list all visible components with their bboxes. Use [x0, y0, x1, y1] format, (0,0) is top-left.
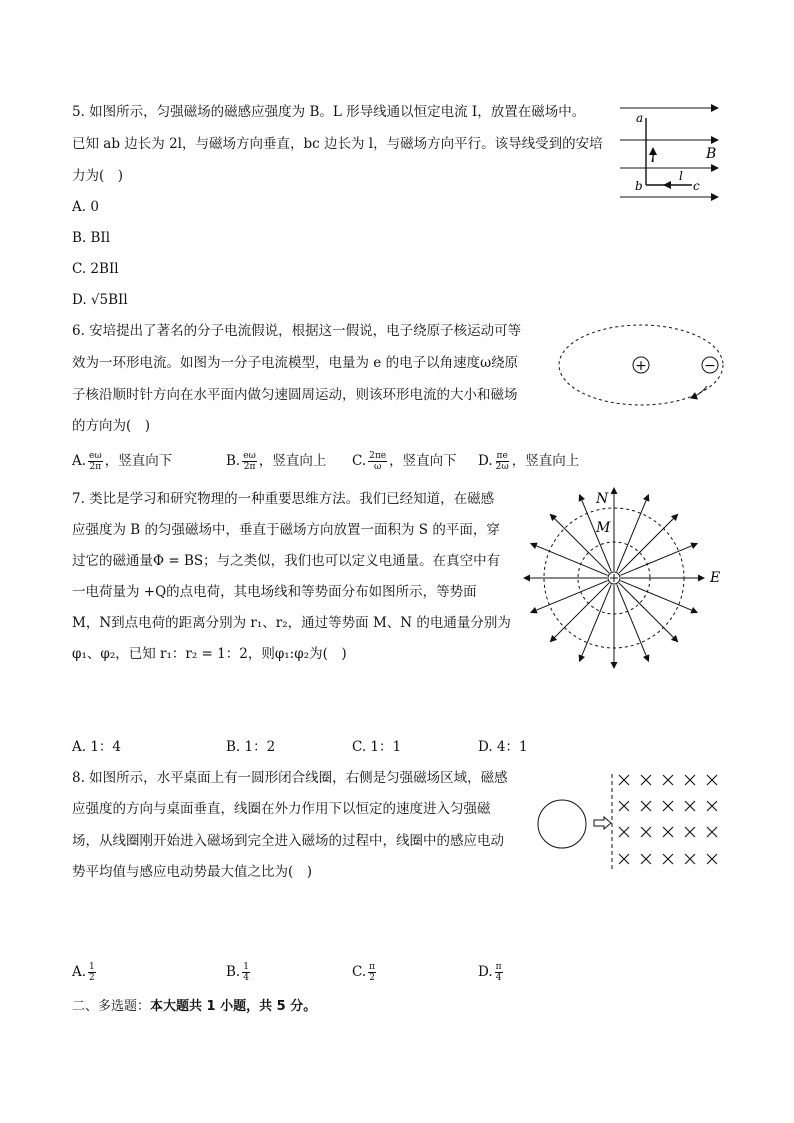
field-cross	[707, 827, 717, 837]
q8-line-1: 8. 如图所示，水平桌面上有一圆形闭合线圈，右侧是匀强磁场区域，磁感	[72, 770, 508, 786]
q8-option-a: A. $\frac{1}{2}$	[72, 962, 95, 983]
q5-option-d: D. √5BIl	[72, 292, 128, 308]
q5-option-a: A. 0	[72, 199, 99, 215]
q6-line-4: 的方向为( )	[72, 418, 151, 434]
q8-line-4: 势平均值与感应电动势最大值之比为( )	[72, 864, 313, 880]
velocity-arrow	[594, 817, 611, 829]
q8-line-3: 场，从线圈刚开始进入磁场到完全进入磁场的过程中，线圈中的感应电动	[72, 833, 504, 849]
field-cross	[619, 801, 629, 811]
q7-line-6: φ₁、φ₂，已知 r₁：r₂ = 1：2，则φ₁:φ₂为( )	[72, 646, 347, 662]
q8-line-2: 应强度的方向与桌面垂直，线圈在外力作用下以恒定的速度进入匀强磁	[72, 801, 491, 817]
electron-minus-sign: −	[704, 358, 716, 374]
label-n: N	[596, 491, 609, 507]
label-a: a	[636, 111, 644, 125]
q7-option-c: C. 1：1	[352, 739, 402, 755]
q7-line-3: 过它的磁通量Φ = BS；与之类似，我们也可以定义电通量。在真空中有	[72, 553, 501, 569]
field-cross	[619, 827, 629, 837]
q7-line-4: 一电荷量为 +Q的点电荷，其电场线和等势面分布如图所示，等势面	[72, 584, 477, 600]
q6-option-b: B. $\frac{e\omega}{2\pi}$ ，竖直向上	[226, 451, 327, 472]
label-e: E	[710, 570, 721, 586]
q5-option-b: B. BIl	[72, 230, 111, 246]
q7-line-5: M，N到点电荷的距离分别为 r₁、r₂，通过等势面 M、N 的电通量分别为	[72, 615, 511, 631]
field-cross	[685, 801, 695, 811]
q5-figure	[612, 96, 724, 208]
field-cross	[685, 854, 695, 864]
nucleus-plus-sign: +	[635, 358, 647, 374]
field-cross	[641, 854, 651, 864]
field-cross	[663, 801, 673, 811]
field-cross	[685, 827, 695, 837]
q6-figure	[555, 318, 725, 412]
field-cross	[641, 827, 651, 837]
field-cross	[707, 775, 717, 785]
label-b: b	[635, 179, 643, 193]
q8-figure	[532, 768, 724, 872]
field-cross	[641, 801, 651, 811]
field-cross	[707, 854, 717, 864]
q7-line-2: 应强度为 B 的匀强磁场中，垂直于磁场方向放置一面积为 S 的平面，穿	[72, 522, 500, 538]
field-cross	[685, 775, 695, 785]
field-cross	[663, 827, 673, 837]
label-c: c	[693, 179, 700, 193]
label-l-vertical: l	[651, 151, 655, 165]
field-cross	[641, 775, 651, 785]
q6-option-d: D. $\frac{\pi e}{2\omega}$ ，竖直向上	[478, 451, 580, 472]
q5-line-1: 5. 如图所示，匀强磁场的磁感应强度为 B。L 形导线通以恒定电流 I，放置在磁场中。	[72, 104, 586, 120]
q6-option-c: C. $\frac{2\pi e}{\omega}$ ，竖直向下	[352, 451, 457, 472]
field-cross	[707, 801, 717, 811]
field-cross	[663, 854, 673, 864]
q6-line-3: 子核沿顺时针方向在水平面内做匀速圆周运动，则该环形电流的大小和磁场	[72, 387, 518, 403]
q6-line-1: 6. 安培提出了著名的分子电流假说，根据这一假说，电子绕原子核运动可等	[72, 323, 522, 339]
q5-option-c: C. 2BIl	[72, 261, 119, 277]
q7-line-1: 7. 类比是学习和研究物理的一种重要思维方法。我们已经知道，在磁感	[72, 491, 495, 507]
q5-line-2: 已知 ab 边长为 2l，与磁场方向垂直，bc 边长为 l，与磁场方向平行。该导线受到的安培	[72, 136, 603, 152]
q7-option-b: B. 1：2	[226, 739, 276, 755]
q8-option-d: D. $\frac{\pi}{4}$	[478, 962, 502, 983]
field-cross	[619, 854, 629, 864]
q8-option-b: B. $\frac{1}{4}$	[226, 962, 249, 983]
q6-option-a: A. $\frac{e\omega}{2\pi}$ ，竖直向下	[72, 451, 173, 472]
q7-figure	[518, 486, 728, 670]
section-2-heading: 二、多选题：本大题共 1 小题，共 5 分。	[72, 999, 317, 1014]
q7-option-d: D. 4：1	[478, 739, 528, 755]
field-cross	[619, 775, 629, 785]
label-m: M	[596, 520, 611, 536]
q6-line-2: 效为一环形电流。如图为一分子电流模型，电量为 e 的电子以角速度ω绕原	[72, 355, 519, 371]
label-l-horizontal: l	[679, 169, 683, 183]
q7-option-a: A. 1：4	[72, 739, 122, 755]
field-cross	[663, 775, 673, 785]
label-field-b: B	[706, 146, 717, 162]
coil	[538, 800, 586, 848]
q5-line-3: 力为( )	[72, 168, 124, 184]
q8-option-c: C. $\frac{\pi}{2}$	[352, 962, 376, 983]
orbit-direction-arrow	[691, 386, 707, 398]
